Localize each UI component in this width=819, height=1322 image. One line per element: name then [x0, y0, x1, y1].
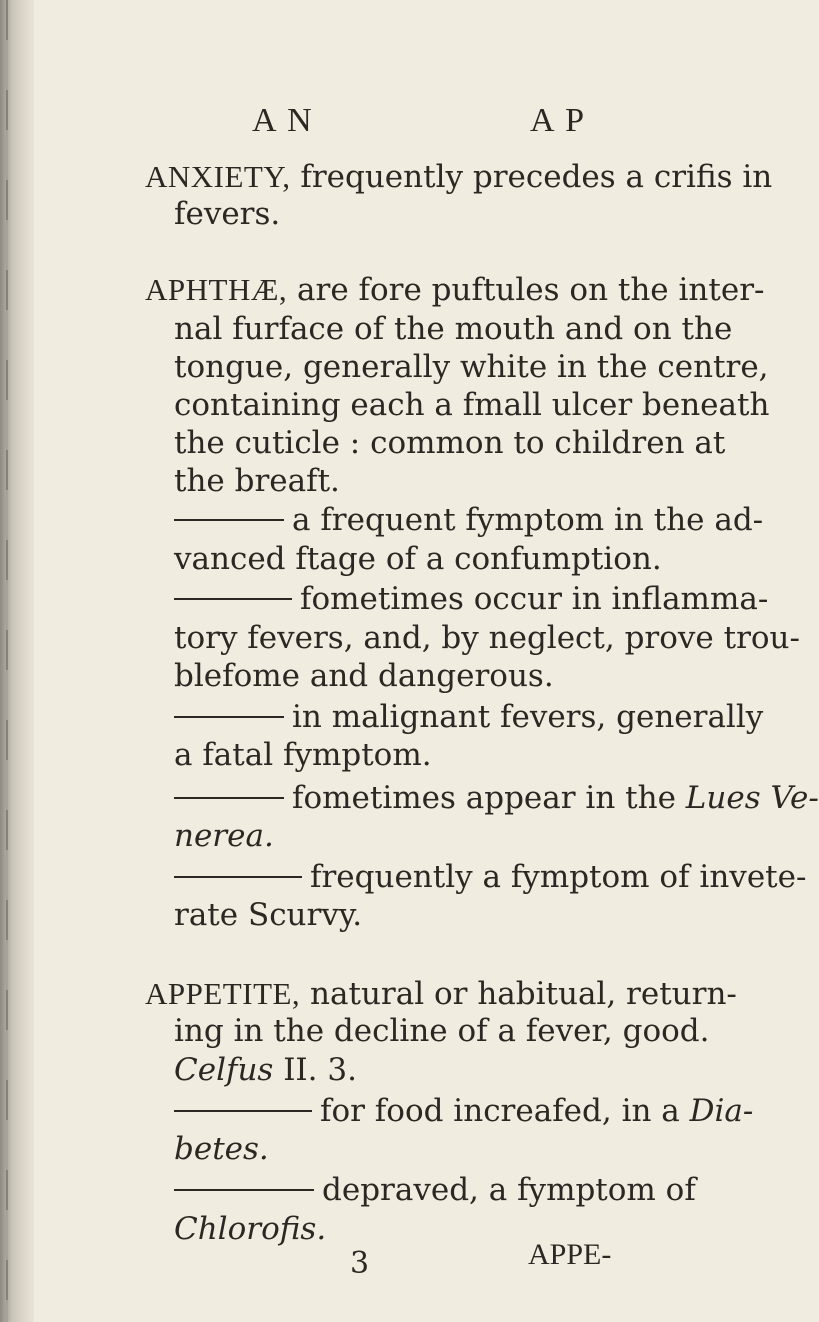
entry-head: ANXIETY,	[145, 159, 291, 194]
entry-text: containing each a fmall ulcer beneath	[174, 387, 770, 423]
entry-italic: Chlorofis.	[174, 1211, 327, 1247]
catchword: APPE-	[528, 1238, 612, 1271]
entry-text: fevers.	[174, 196, 281, 232]
entry-text: natural or habitual, return-	[310, 976, 737, 1012]
entry-text: vanced ftage of a confumption.	[174, 541, 662, 577]
entry-text: the breaft.	[174, 463, 340, 499]
entry-text: fometimes appear in the	[292, 780, 676, 816]
entry-text: nal furface of the mouth and on the	[174, 311, 733, 347]
entry-text: the cuticle : common to children at	[174, 425, 726, 461]
entry-text: depraved, a fymptom of	[322, 1172, 696, 1208]
ditto-rule	[174, 876, 302, 878]
entry-text: blefome and dangerous.	[174, 658, 554, 694]
signature-mark: 3	[350, 1246, 370, 1281]
ditto-rule	[174, 797, 284, 799]
entry-italic: Dia-	[689, 1093, 754, 1129]
ditto-rule	[174, 1189, 314, 1191]
entry-text: tongue, generally white in the centre,	[174, 349, 769, 385]
entry-text: ing in the decline of a fever, good.	[174, 1013, 710, 1049]
ditto-rule	[174, 519, 284, 521]
entry-italic: betes.	[174, 1131, 269, 1167]
entry-italic: Lues Ve-	[685, 780, 819, 816]
entry-text: frequently precedes a crifis in	[300, 159, 773, 195]
entry-text: fometimes occur in inflamma-	[300, 581, 769, 617]
entry-text: a fatal fymptom.	[174, 737, 432, 773]
running-header	[34, 102, 801, 142]
book-page	[34, 0, 819, 1322]
entry-text: are fore puftules on the inter-	[297, 272, 765, 308]
entry-text: rate Scurvy.	[174, 897, 363, 933]
entry-head: APHTHÆ,	[145, 272, 288, 307]
book-binding	[0, 0, 34, 1322]
entry-text: tory fevers, and, by neglect, prove trou-	[174, 620, 800, 656]
citation-ref: II. 3.	[283, 1052, 357, 1088]
entry-text: for food increafed, in a	[320, 1093, 680, 1129]
entry-text: a frequent fymptom in the ad-	[292, 502, 764, 538]
header-right: A P	[530, 102, 587, 139]
ditto-rule	[174, 716, 284, 718]
entry-text: frequently a fymptom of invete-	[310, 859, 807, 895]
header-left: A N	[252, 102, 314, 139]
entry-head: APPETITE,	[145, 976, 301, 1011]
entry-text: in malignant fevers, generally	[292, 699, 764, 735]
entry-italic: nerea.	[174, 818, 274, 854]
ditto-rule	[174, 598, 292, 600]
citation-author: Celfus	[174, 1052, 274, 1088]
ditto-rule	[174, 1110, 312, 1112]
